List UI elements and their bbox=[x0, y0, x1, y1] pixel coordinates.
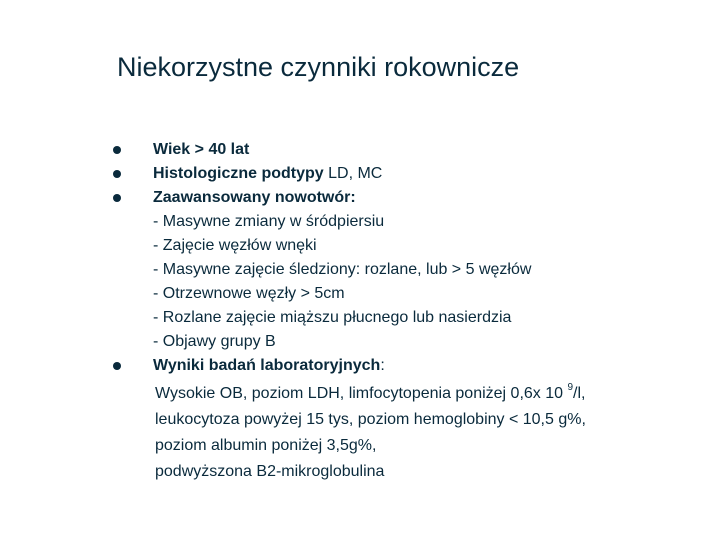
bullet-dot-icon bbox=[113, 362, 121, 370]
advanced-sub-item: - Zajęcie węzłów wnęki bbox=[153, 237, 317, 254]
advanced-sub-item: - Masywne zajęcie śledziony: rozlane, lub > 5 węzłów bbox=[153, 261, 532, 278]
bullet-label-rest: LD, MC bbox=[323, 165, 383, 182]
bullet-dot-icon bbox=[113, 146, 121, 154]
bullet-lab-results bbox=[108, 354, 708, 378]
lab-line: podwyższona B2-mikroglobulina bbox=[155, 463, 385, 480]
bullet-label-bold: Zaawansowany nowotwór: bbox=[153, 189, 356, 206]
advanced-sub-item: - Otrzewnowe węzły > 5cm bbox=[153, 285, 345, 302]
advanced-sub-item: - Masywne zmiany w śródpiersiu bbox=[153, 213, 385, 230]
lab-line: leukocytoza powyżej 15 tys, poziom hemoglobiny < 10,5 g%, bbox=[155, 411, 586, 428]
bullet-histology bbox=[108, 162, 708, 186]
bullet-label-bold: Histologiczne podtypy bbox=[153, 165, 324, 182]
lab-line: poziom albumin poniżej 3,5g%, bbox=[155, 437, 377, 454]
exponent: 9 bbox=[567, 381, 574, 393]
bullet-age bbox=[108, 138, 708, 162]
bullet-advanced bbox=[108, 186, 708, 210]
lab-line-text: /l, bbox=[573, 385, 586, 402]
bullet-label-bold: Wiek > 40 lat bbox=[153, 141, 250, 158]
bullet-dot-icon bbox=[113, 170, 121, 178]
bullet-list bbox=[108, 138, 708, 485]
advanced-sub-item: - Rozlane zajęcie miąższu płucnego lub nasierdzia bbox=[153, 309, 512, 326]
lab-line bbox=[155, 381, 708, 407]
advanced-sub-item: - Objawy grupy B bbox=[153, 333, 276, 350]
lab-line-text: Wysokie OB, poziom LDH, limfocytopenia poniżej 0,6x 10 bbox=[155, 385, 568, 402]
bullet-label-bold: Wyniki badań laboratoryjnych bbox=[153, 357, 381, 374]
page-title: Niekorzystne czynniki rokownicze bbox=[117, 52, 520, 82]
bullet-label-rest: : bbox=[380, 357, 385, 374]
lab-results-text bbox=[108, 381, 708, 485]
bullet-dot-icon bbox=[113, 194, 121, 202]
